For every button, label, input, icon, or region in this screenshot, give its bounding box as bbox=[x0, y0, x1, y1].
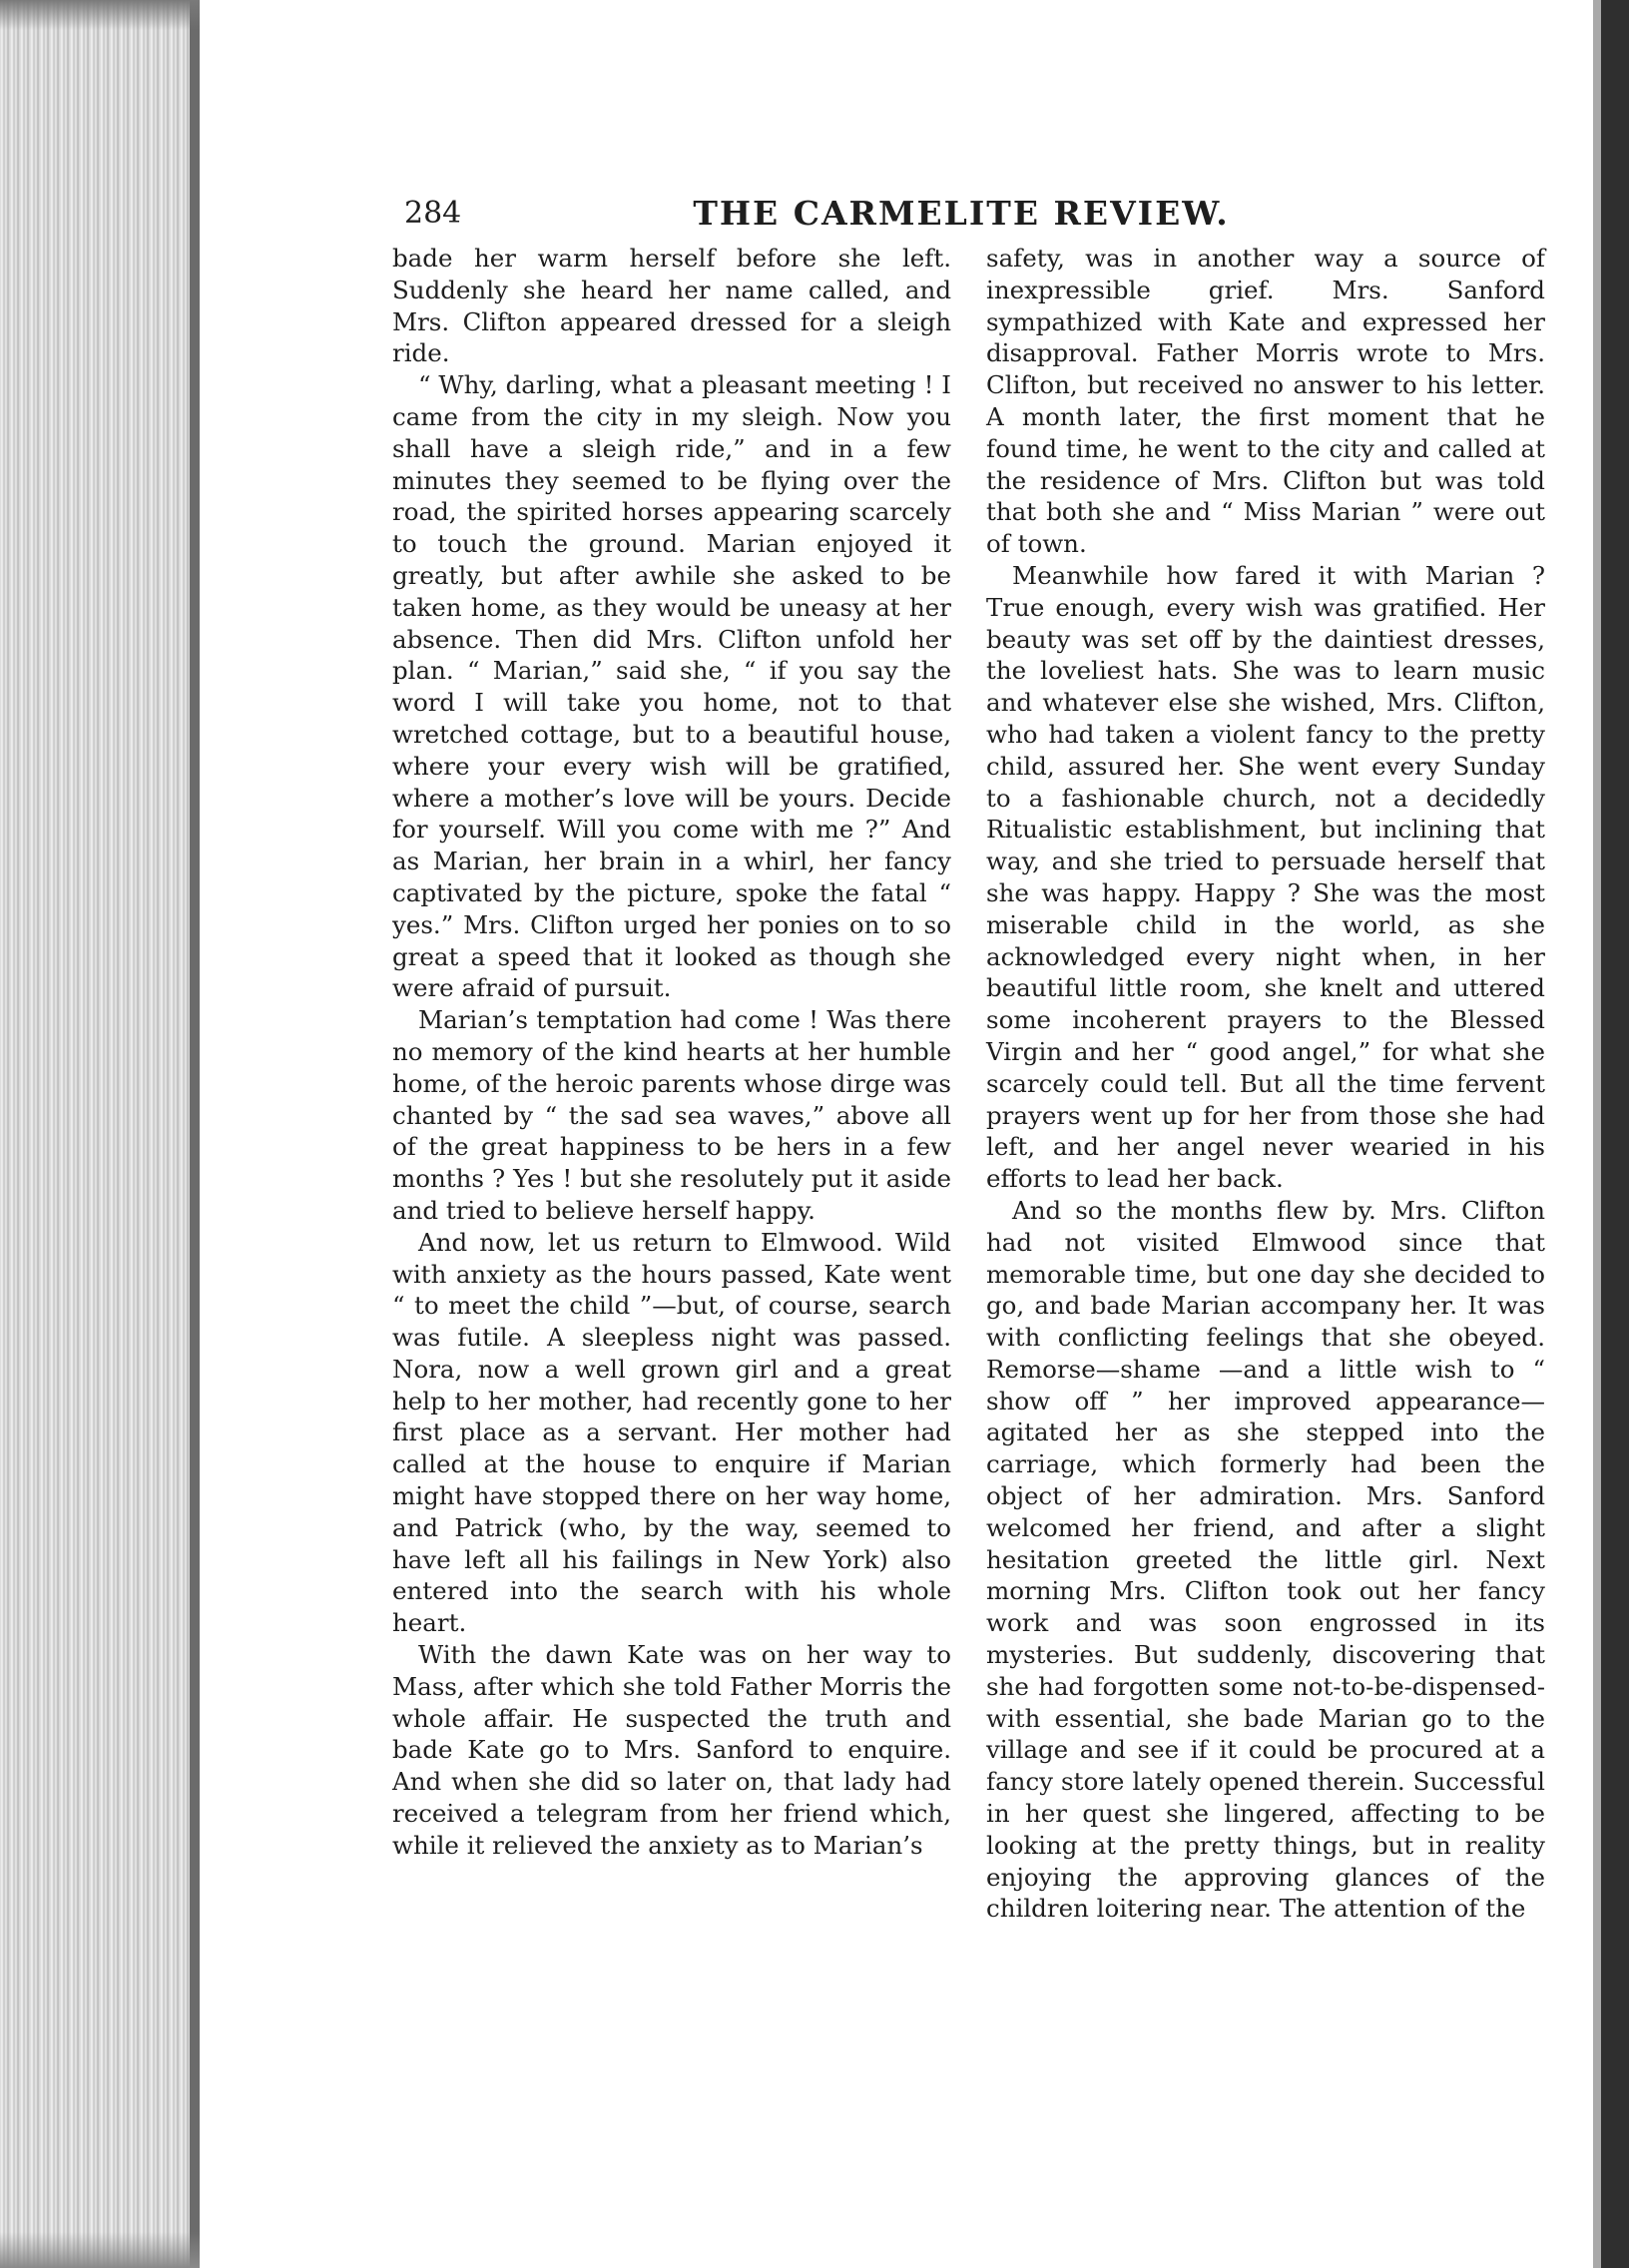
scan-right-border bbox=[1601, 0, 1629, 2268]
book-page-edges bbox=[0, 0, 200, 2268]
page-header bbox=[392, 190, 1530, 240]
paragraph: “ Why, darling, what a pleasant meeting ! I came from the city in my sleigh. Now you shall have a sleigh ride,” and in a few minutes they seemed to be flying over the road, the spirited horses appearing scarcely to touch the ground. Marian enjoyed it greatly, but after awhile she asked to be taken home, as they would be uneasy at her absence. Then did Mrs. Clifton unfold her plan. “ Marian,” said she, “ if you say the word I will take you home, not to that wretched cottage, but to a beautiful house, where your every wish will be gratified, where a mother’s love will be yours. Decide for yourself. Will you come with me ?” And as Marian, her brain in a whirl, her fancy captivated by the picture, spoke the fatal “ yes.” Mrs. Clifton urged her ponies on to so great a speed that it looked as though she were afraid of pursuit. bbox=[392, 370, 951, 1003]
page-edge-bottom-shadow bbox=[0, 2232, 200, 2268]
paragraph: And now, let us return to Elmwood. Wild with anxiety as the hours passed, Kate went “ to meet the child ”—but, of course, search was futile. A sleepless night was passed. Nora, now a well grown girl and a great help to her mother, had recently gone to her first place as a servant. Her mother had called at the house to enquire if Marian might have stopped there on her way home, and Patrick (who, by the way, seemed to have left all his failings in New York) also entered into the search with his whole heart. bbox=[392, 1227, 951, 1638]
paragraph: bade her warm herself before she left. Suddenly she heard her name called, and Mrs. Clifton appeared dressed for a sleigh ride. bbox=[392, 244, 951, 368]
left-column bbox=[392, 243, 951, 1862]
page-edge-top-shadow bbox=[0, 0, 200, 30]
paragraph: Marian’s temptation had come ! Was there no memory of the kind hearts at her humble home, of the heroic parents whose dirge was chanted by “ the sad sea waves,” above all of the great happiness to be hers in a few months ? Yes ! but she resolutely put it aside and tried to believe herself happy. bbox=[392, 1005, 951, 1225]
paragraph: And so the months flew by. Mrs. Clifton had not visited Elmwood since that memorable time, but one day she decided to go, and bade Marian accompany her. It was with conflicting feelings that she obeyed. Remorse—shame —and a little wish to “ show off ” her improved appearance—agitated her as she stepped into the carriage, which formerly had been the object of her admiration. Mrs. Sanford welcomed her friend, and after a slight hesitation greeted the little girl. Next morning Mrs. Clifton took out her fancy work and was soon engrossed in its mysteries. But suddenly, discovering that she had forgotten some not-to-be-dispensed-with essential, she bade Marian go to the village and see if it could be procured at a fancy store lately opened therein. Successful in her quest she lingered, affecting to be looking at the pretty things, but in reality enjoying the approving glances of the children loitering near. The attention of the bbox=[986, 1195, 1545, 1924]
paragraph: Meanwhile how fared it with Marian ? True enough, every wish was gratified. Her beauty was set off by the daintiest dresses, the loveliest hats. She was to learn music and whatever else she wished, Mrs. Clifton, who had taken a violent fancy to the pretty child, assured her. She went every Sunday to a fashionable church, not a decidedly Ritualistic establishment, but inclining that way, and she tried to persuade herself that she was happy. Happy ? She was the most miserable child in the world, as she acknowledged every night when, in her beautiful little room, she knelt and uttered some incoherent prayers to the Blessed Virgin and her “ good angel,” for what she scarcely could tell. But all the time fervent prayers went up for her from those she had left, and her angel never wearied in his efforts to lead her back. bbox=[986, 560, 1545, 1194]
running-head: THE CARMELITE REVIEW. bbox=[693, 194, 1230, 233]
paragraph: With the dawn Kate was on her way to Mass, after which she told Father Morris the whole affair. He suspected the truth and bade Kate go to Mrs. Sanford to enquire. And when she did so later on, that lady had received a telegram from her friend which, while it relieved the anxiety as to Marian’s bbox=[392, 1640, 951, 1860]
page-number: 284 bbox=[404, 196, 462, 231]
paragraph: safety, was in another way a source of inexpressible grief. Mrs. Sanford sympathized with Kate and expressed her disapproval. Father Morris wrote to Mrs. Clifton, but received no answer to his letter. A month later, the first moment that he found time, he went to the city and called at the residence of Mrs. Clifton but was told that both she and “ Miss Marian ” were out of town. bbox=[986, 244, 1545, 559]
right-column bbox=[986, 243, 1545, 1925]
